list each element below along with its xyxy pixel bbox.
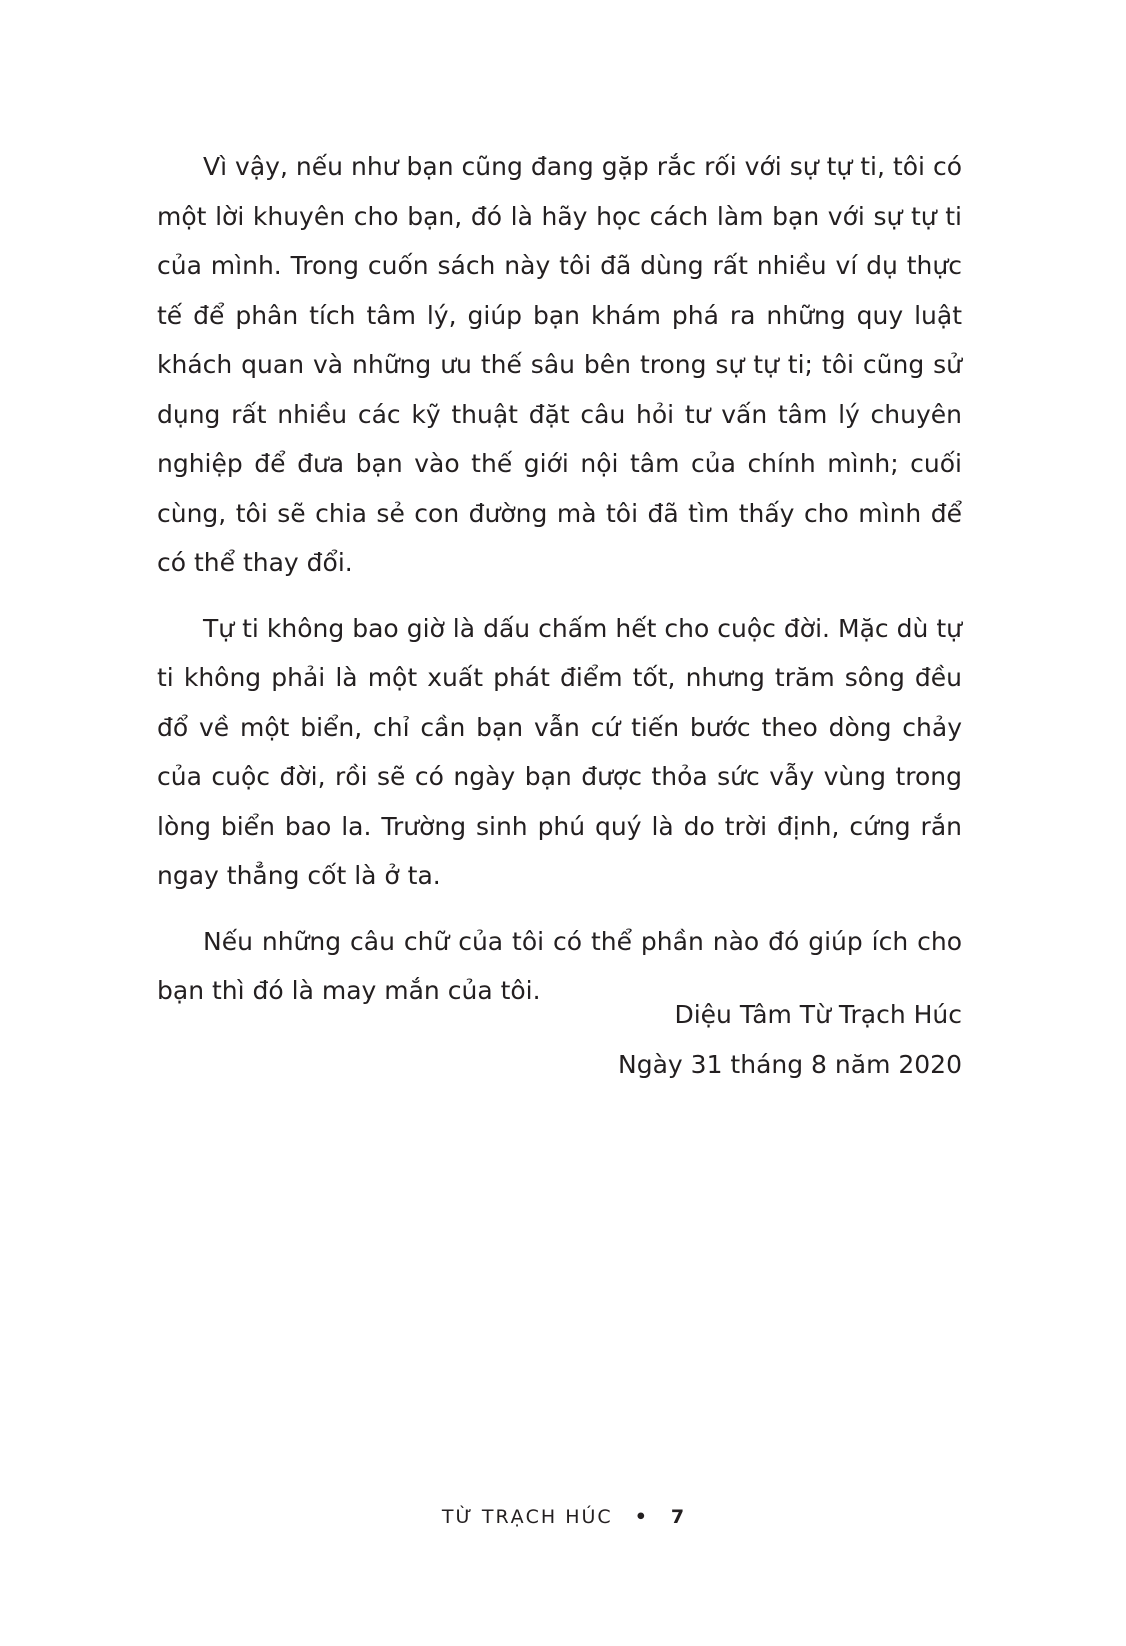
- body-text: [157, 142, 962, 1032]
- signature-date: Ngày 31 tháng 8 năm 2020: [618, 1050, 962, 1079]
- paragraph-2: Tự ti không bao giờ là dấu chấm hết cho cuộc đời. Mặc dù tự ti không phải là một xuất phát điểm tốt, nhưng trăm sông đều đổ về một biển, chỉ cần bạn vẫn cứ tiến bước theo dòng chảy của cuộc đời, rồi sẽ có ngày bạn được thỏa sức vẫy vùng trong lòng biển bao la. Trường sinh phú quý là do trời định, cứng rắn ngay thẳng cốt là ở ta.: [157, 613, 962, 890]
- paragraph-3: Nếu những câu chữ của tôi có thể phần nào đó giúp ích cho bạn thì đó là may mắn của tôi.: [157, 926, 962, 1005]
- page-footer: [0, 1506, 1126, 1528]
- running-head: TỪ TRẠCH HÚC: [441, 1506, 613, 1528]
- footer-separator: •: [634, 1506, 649, 1528]
- page-number: 7: [670, 1506, 685, 1528]
- paragraph-1: Vì vậy, nếu như bạn cũng đang gặp rắc rối với sự tự ti, tôi có một lời khuyên cho bạn, đó là hãy học cách làm bạn với sự tự ti của mình. Trong cuốn sách này tôi đã dùng rất nhiều ví dụ thực tế để phân tích tâm lý, giúp bạn khám phá ra những quy luật khách quan và những ưu thế sâu bên trong sự tự ti; tôi cũng sử dụng rất nhiều các kỹ thuật đặt câu hỏi tư vấn tâm lý chuyên nghiệp để đưa bạn vào thế giới nội tâm của chính mình; cuối cùng, tôi sẽ chia sẻ con đường mà tôi đã tìm thấy cho mình để có thể thay đổi.: [157, 152, 962, 577]
- signature-block: [618, 990, 962, 1090]
- author-signature: Diệu Tâm Từ Trạch Húc: [674, 1000, 962, 1029]
